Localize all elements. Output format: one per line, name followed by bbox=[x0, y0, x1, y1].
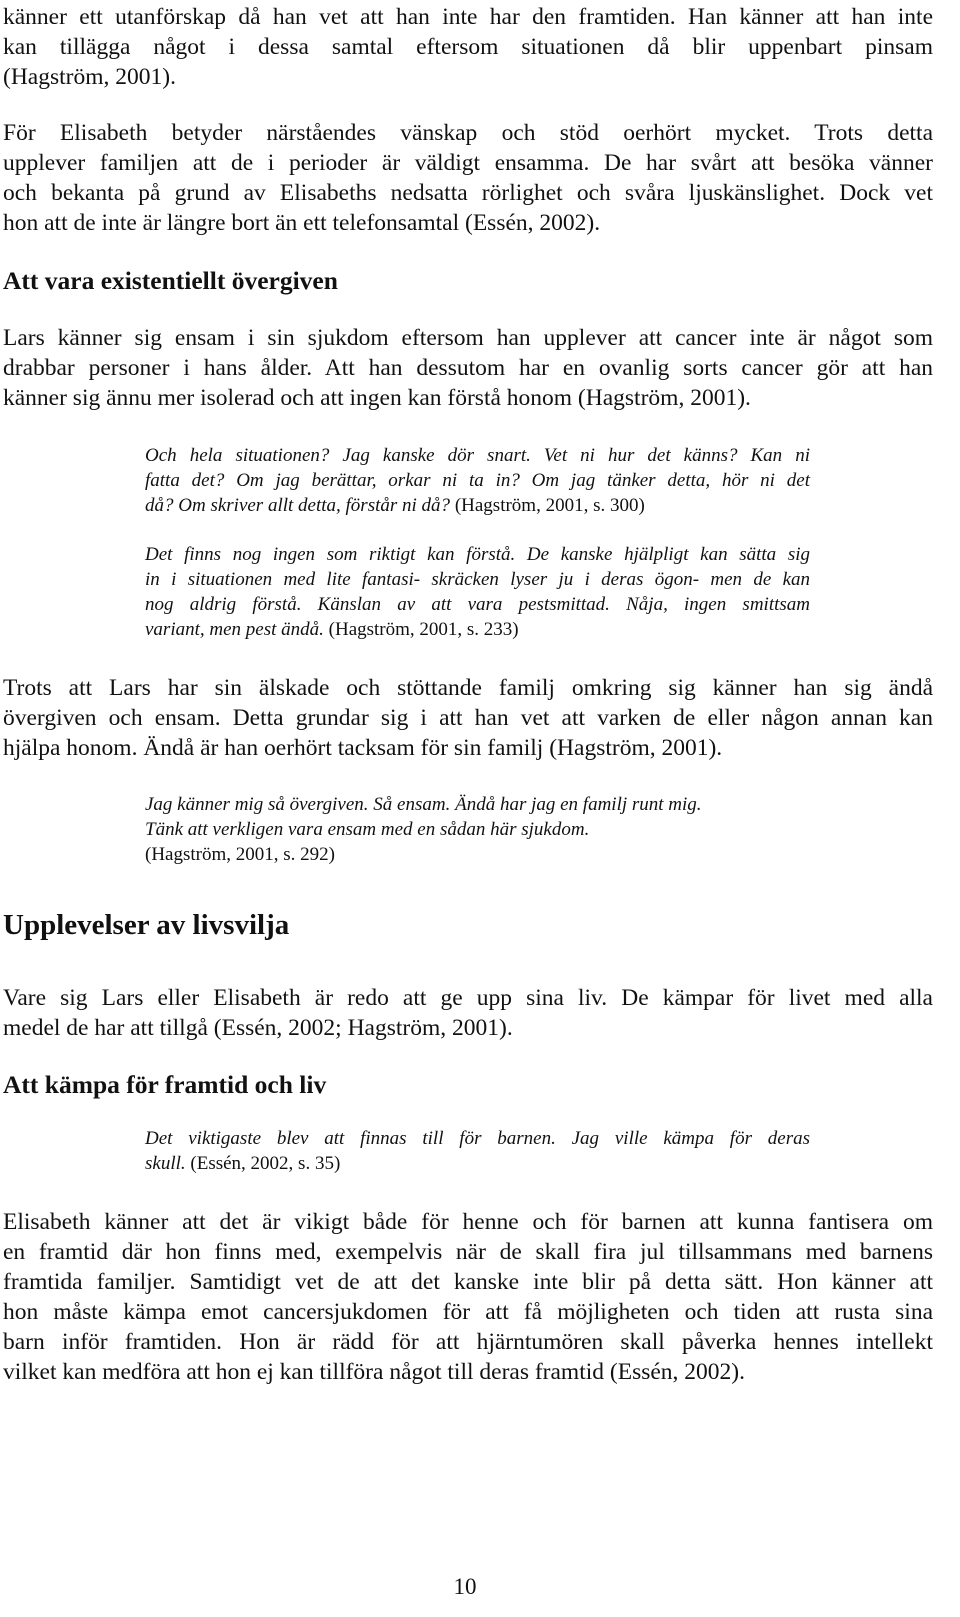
text-line: hjälpa honom. Ändå är han oerhört tacksam för sin familj (Hagström, 2001). bbox=[3, 735, 723, 761]
text-line: hon att de inte är längre bort än ett telefonsamtal (Essén, 2002). bbox=[3, 210, 601, 236]
quote-line bbox=[145, 493, 810, 518]
text-line: Vare sig Lars eller Elisabeth är redo att ge upp sina liv. De kämpar för livet med alla bbox=[3, 985, 933, 1011]
paragraph-2 bbox=[3, 118, 933, 238]
text-line: och bekanta på grund av Elisabeths nedsatta rörlighet och svåra ljuskänslighet. Dock vet bbox=[3, 180, 933, 206]
quote-text: då? Om skriver allt detta, förstår ni då? bbox=[145, 495, 451, 516]
quote-line bbox=[145, 617, 810, 642]
quote-line: Det viktigaste blev att finnas till för barnen. Jag ville kämpa för deras bbox=[145, 1128, 810, 1149]
text-line: För Elisabeth betyder närståendes vänskap och stöd oerhört mycket. Trots detta bbox=[3, 120, 933, 146]
block-quote-3 bbox=[145, 792, 810, 867]
quote-text: skull. bbox=[145, 1153, 186, 1174]
text-line: kan tillägga något i dessa samtal eftersom situationen då blir uppenbart pinsam bbox=[3, 34, 933, 60]
text-line: (Hagström, 2001). bbox=[3, 64, 176, 90]
page-number: 10 bbox=[453, 1574, 477, 1599]
quote-line: Och hela situationen? Jag kanske dör snart. Vet ni hur det känns? Kan ni bbox=[145, 445, 810, 466]
quote-line: nog aldrig förstå. Känslan av att vara pestsmittad. Nåja, ingen smittsam bbox=[145, 594, 810, 615]
paragraph-6 bbox=[3, 1207, 933, 1387]
paragraph-5 bbox=[3, 983, 933, 1043]
quote-line: Det finns nog ingen som riktigt kan förstå. De kanske hjälpligt kan sätta sig bbox=[145, 544, 810, 565]
quote-line bbox=[145, 1151, 810, 1176]
quote-text: variant, men pest ändå. bbox=[145, 619, 324, 640]
quote-line: Tänk att verkligen vara ensam med en sådan här sjukdom. bbox=[145, 819, 590, 840]
block-quote-4 bbox=[145, 1126, 810, 1176]
quote-citation: (Hagström, 2001, s. 300) bbox=[450, 495, 645, 516]
text-line: känner ett utanförskap då han vet att han inte har den framtiden. Han känner att han inte bbox=[3, 4, 933, 30]
section-heading-livsvilja: Upplevelser av livsvilja bbox=[3, 909, 290, 941]
text-line: Lars känner sig ensam i sin sjukdom eftersom han upplever att cancer inte är något som bbox=[3, 325, 933, 351]
quote-line: in i situationen med lite fantasi- skräcken lyser ju i deras ögon- men de kan bbox=[145, 569, 810, 590]
text-line: Elisabeth känner att det är vikigt både för henne och för barnen att kunna fantisera om bbox=[3, 1209, 933, 1235]
block-quote-1 bbox=[145, 443, 810, 518]
text-line: framtida familjer. Samtidigt vet de att det kanske inte blir på detta sätt. Hon känner att bbox=[3, 1269, 933, 1295]
text-line: vilket kan medföra att hon ej kan tillföra något till deras framtid (Essén, 2002). bbox=[3, 1359, 745, 1385]
section-heading-existential: Att vara existentiellt övergiven bbox=[3, 266, 338, 295]
paragraph-4 bbox=[3, 673, 933, 763]
paragraph-1 bbox=[3, 2, 933, 92]
text-line: drabbar personer i hans ålder. Att han dessutom har en ovanlig sorts cancer gör att han bbox=[3, 355, 933, 381]
paragraph-3 bbox=[3, 323, 933, 413]
quote-citation: (Hagström, 2001, s. 233) bbox=[323, 619, 519, 640]
quote-citation: (Essén, 2002, s. 35) bbox=[185, 1153, 341, 1174]
block-quote-2 bbox=[145, 542, 810, 642]
section-heading-kampa: Att kämpa för framtid och liv bbox=[3, 1070, 327, 1099]
text-line: hon måste kämpa emot cancersjukdomen för att få möjligheten och tiden att rusta sina bbox=[3, 1299, 933, 1325]
text-line: upplever familjen att de i perioder är väldigt ensamma. De har svårt att besöka vänner bbox=[3, 150, 933, 176]
quote-citation: (Hagström, 2001, s. 292) bbox=[145, 844, 335, 865]
text-line: känner sig ännu mer isolerad och att ingen kan förstå honom (Hagström, 2001). bbox=[3, 385, 751, 411]
text-line: barn inför framtiden. Hon är rädd för att hjärntumören skall påverka hennes intellekt bbox=[3, 1329, 933, 1355]
quote-line: fatta det? Om jag berättar, orkar ni ta in? Om jag tänker detta, hör ni det bbox=[145, 470, 810, 491]
text-line: Trots att Lars har sin älskade och stöttande familj omkring sig känner han sig ändå bbox=[3, 675, 933, 701]
text-line: medel de har att tillgå (Essén, 2002; Hagström, 2001). bbox=[3, 1015, 513, 1041]
quote-line: Jag känner mig så övergiven. Så ensam. Ändå har jag en familj runt mig. bbox=[145, 794, 702, 815]
text-line: en framtid där hon finns med, exempelvis när de skall fira jul tillsammans med barnens bbox=[3, 1239, 933, 1265]
text-line: övergiven och ensam. Detta grundar sig i att han vet att varken de eller någon annan kan bbox=[3, 705, 933, 731]
